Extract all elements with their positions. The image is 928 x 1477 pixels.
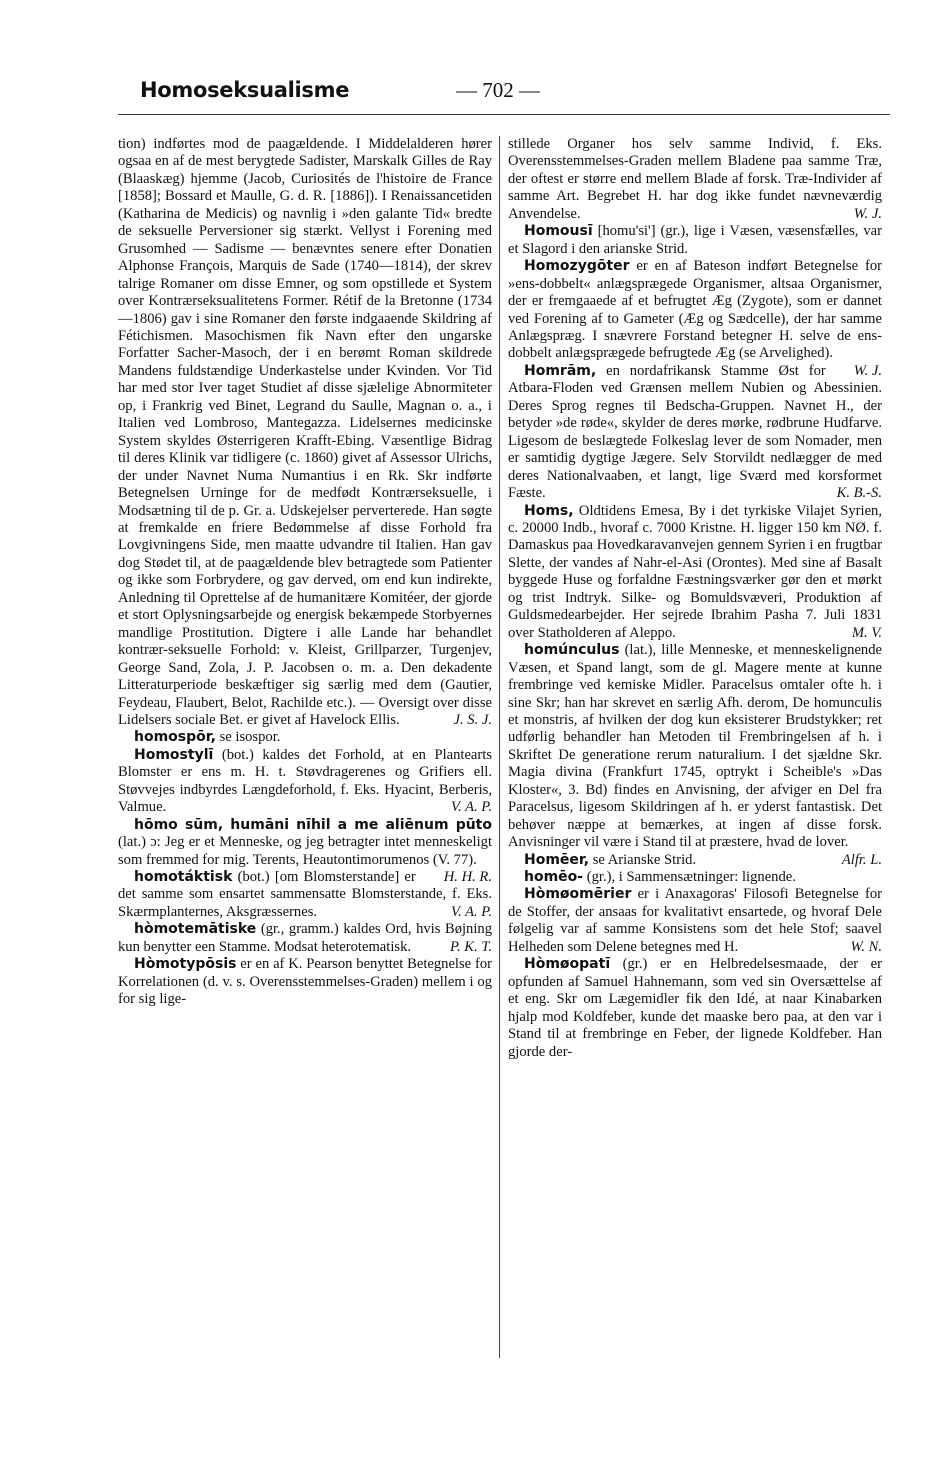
entry: stillede Organer hos selv samme Individ, f. Eks. Overensstemmelses-Graden mellem Bladene paa samme Træ, der oftest er større end mellem Blade af forsk. Træ-Individer af samme Art. Begrebet H. har dog ikke fundet nævneværdig Anvendelse. W. J. — [508, 136, 882, 222]
entry: Homousī [homu'si'] (gr.), lige i Væsen, væsensfælles, var et Slagord i den arianske Strid. — [508, 223, 882, 257]
running-headword: Homoseksualisme — [140, 78, 350, 102]
entry: hōmo sūm, humāni nīhil a me aliēnum pūto (lat.) ɔ: Jeg er et Menneske, og jeg betragter intet menneskeligt som fremmed for mig. Terents, Heautontimorumenos (V. 77). H. H. R. — [118, 816, 492, 886]
entry: homúnculus (lat.), lille Menneske, et menneskelignende Væsen, et Spand langt, som de gl. Magere mente at kunne frembringe ved kemiske Midler. Paracelsus omtaler ofte h. i sine Skr; han har skrevet en særlig Afh. derom, De homunculis et monstris, af hvilken der dog kun eksisterer Brudstykker; ret udførlig behandler han Metoden til Frembringelsen af h. i Skriftet De generatione rerum naturalium. I det sjældne Skr. Magia divina (Frankfurt 1745, optrykt i Scheible's »Das Kloster«, 3. Bd) findes en Anvisning, der afviger en Del fra Paracelsus, ligesom Skildringen af h. er yderst fantastisk. Det behøver næppe at bemærkes, at ingen af disse forsk. Anvisninger vil være i Stand til at præstere, hvad de lover. Alfr. L. — [508, 642, 882, 868]
page-header — [138, 78, 758, 108]
entry: Homs, Oldtidens Emesa, By i det tyrkiske Vilajet Syrien, c. 20000 Indb., hvoraf c. 7000 Kristne. H. ligger 150 km NØ. f. Damaskus paa Hovedkaravanvejen gennem Syrien i en frugtbar Slette, der vandes af Nahr-el-Asi (Orontes). Med sine af Basalt byggede Huse og forfaldne Fæstningsværker gør den et mørkt og trist Indtryk. Silke- og Bomuldsvæveri, Produktion af Guldsmedearbejder. Her sejrede Ibrahim Pasha 7. Juli 1831 over Statholderen af Aleppo. M. V. — [508, 502, 882, 641]
right-column — [508, 136, 882, 1061]
entry: homospōr, se isospor. — [134, 729, 281, 746]
entry: tion) indførtes mod de paagældende. I Middelalderen hører ogsaa en af de mest berygtede Sadister, Marskalk Gilles de Ray (Blaaskæg) hjemme (Jacob, Curiosités de l'histoire de France [1858]; Bossard et Maulle, G. d. R. [1886]). I Renaissancetiden (Katharina de Medicis) og navnlig i »den galante Tid« bredte de seksuelle Perversioner sig stærkt. Vellyst i Forening med Grusomhed — Sadisme — benævntes senere efter Donatien Alphonse François, Marquis de Sade (1740—1814), der skrev talrige Romaner om disse Emner, og som opstillede et System over Kontrærseksualitetens Former. Rétif de la Bretonne (1734—1806) gav i sine Romaner den første indgaaende Skildring af Fétichismen. Masochismen fik Navn efter den ungarske Forfatter Sacher-Masoch, der i en berømt Roman skildrede Mandens fuldstændige Underkastelse under Kvinden. Vor Tid har med stor Iver taget Studiet af disse sjælelige Abnormiteter op, i Frankrig ved Binet, Legrand du Saulle, Magnan o. a., i Italien ved Lombroso, Mantegazza. Lidelsernes medicinske System skyldes Østerrigeren Krafft-Ebing. Væsentlige Bidrag til deres Klinik var tidligere (c. 1860) givet af Assessor Ulrichs, der under Navnet Numa Numantius i en Rk. Skr indførte Betegnelsen Urninge for de medfødt Kontrærseksuelle, i Modsætning til de p. Gr. a. Udskejelser perverterede. Han søgte at fremkalde en friere Bedømmelse af disse Forhold fra Lovgivningens Side, men maatte udvandre til Italien. Han gav dog Stødet til, at de paagældende blev betragtede som Patienter og ikke som Forbrydere, og gav derved, om end kun indirekte, Anledning til Oprettelse af de humanitære Komitéer, der gjorde et stort Oplysningsarbejde og energisk bekæmpede Storbyernes mandlige Prostitution. Digtere i alle Lande har behandlet kontrær-seksuelle Forhold: v. Kleist, Grillparzer, Turgenjev, George Sand, Zola, J. P. Jacobsen o. m. a. Den dekadente Litteraturperiode beskæftiger sig særlig med dem (Gautier, Feydeau, Flaubert, Belot, Rachilde etc.). — Oversigt over disse Lidelsers sociale Bet. er givet af Havelock Ellis. J. S. J. — [118, 136, 492, 728]
entry: Homozygōter er en af Bateson indført Betegnelse for »ens-dobbelt« anlægsprægede Organismer, altsaa Organismer, der er fremgaaede af et befrugtet Æg (Zygote), som er dannet ved Forening af to Gameter (Æg og Sædcelle), der har samme Anlægspræg. I snævrere Forstand betegner H. selve de ens-dobbelt anlægsprægede befrugtede Æg (se Arvelighed). W. J. — [508, 258, 882, 379]
entry: homēo- (gr.), i Sammensætninger: lignende. — [524, 869, 796, 886]
column-divider — [499, 136, 500, 1358]
left-column — [118, 136, 492, 1009]
entry: Hòmøomērier er i Anaxagoras' Filosofi Betegnelse for de Stoffer, der ansaas for kvalitativt ensartede, og hvoraf Dele følgelig var af samme Konsistens som det hele Stof; saavel Helheden som Delene betegnes med H. W. N. — [508, 886, 882, 955]
entry: Hòmotypōsis er en af K. Pearson benyttet Betegnelse for Korrelationen (d. v. s. Overensstemmelses-Graden) mellem i og for sig lige- — [118, 956, 492, 1008]
entry: hòmotemātiske (gr., gramm.) kaldes Ord, hvis Bøjning kun benytter een Stamme. Modsat heterotematisk. P. K. T. — [118, 921, 492, 955]
entry: Homēer, se Arianske Strid. — [524, 851, 697, 868]
entry: Homostylī (bot.) kaldes det Forhold, at en Plantearts Blomster er ens m. H. t. Støvdragerenes og Grifiers ell. Støvvejes indbyrdes Længdeforhold, f. Eks. Hyacint, Berberis, Valmue. V. A. P. — [118, 746, 492, 816]
entry: homotáktisk (bot.) [om Blomsterstande] er det samme som ensartet sammensatte Blomsterstande, f. Eks. Skærmplanternes, Aksgræssernes. V. A. P. — [118, 869, 492, 920]
entry: Hòmøopatī (gr.) er en Helbredelsesmaade, der er opfunden af Samuel Hahnemann, som ved sin Oversættelse af et eng. Skr om Lægemidler fik den Idé, at naar Kinabarken hjalp mod Koldfeber, kunde det maaske bero paa, at den var i Stand til at frembringe en Feber, der lignede Koldfeber. Han gjorde der- — [508, 956, 882, 1060]
page-number: — 702 — — [456, 78, 540, 102]
entry: Homrām, en nordafrikansk Stamme Øst for Atbara-Floden ved Grænsen mellem Nubien og Abessinien. Deres Sprog regnes til Bedscha-Gruppen. Navnet H., der betyder »de røde«, skylder de deres mørke, rødbrune Hudfarve. Ligesom de beslægtede Folkeslag lever de som Nomader, men er samtidig dygtige Jægere. Selv Storvildt nedlægger de med deres Nationalvaaben, et langt, lige Sværd med korsformet Fæste. K. B.-S. — [508, 362, 882, 502]
header-rule — [118, 114, 890, 115]
